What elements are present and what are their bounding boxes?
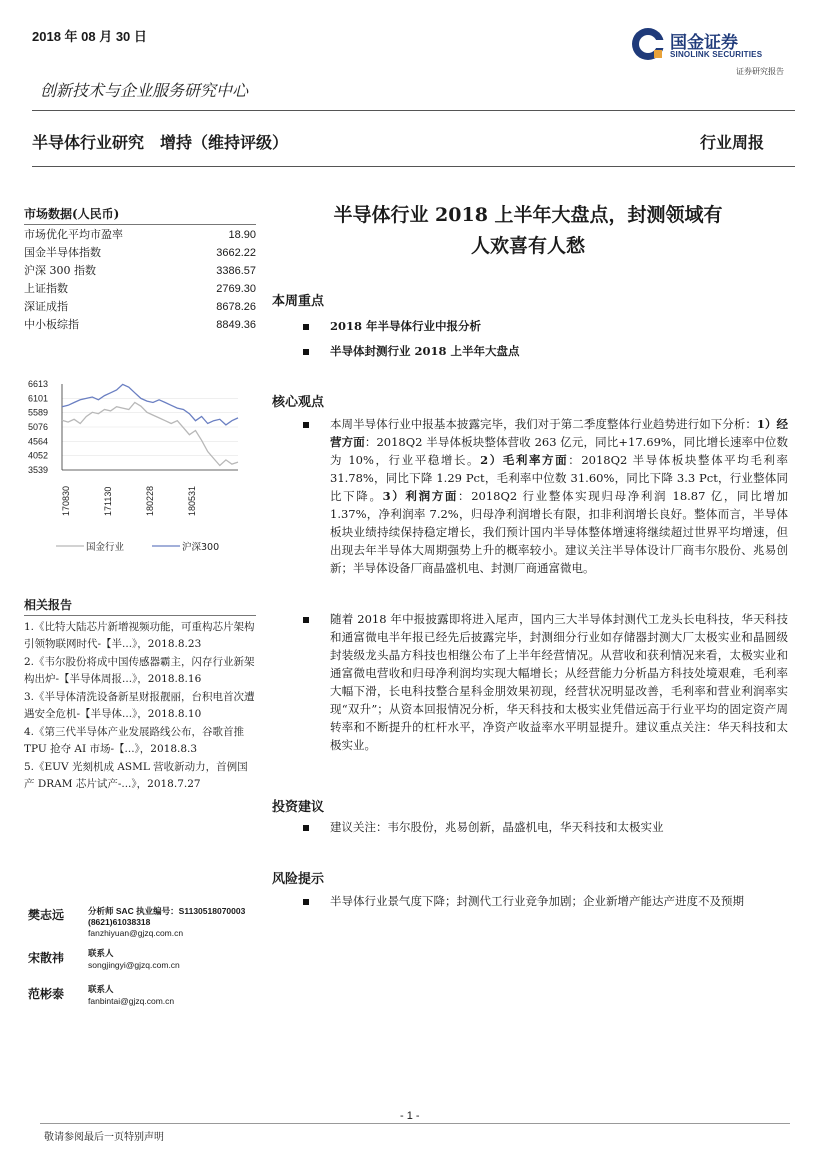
market-label: 深证成指 [24, 300, 68, 313]
chart-y-ticks [28, 379, 48, 475]
market-row [24, 226, 256, 244]
market-data-panel [24, 205, 256, 334]
analyst-entry [28, 949, 268, 971]
related-title: 相关报告 [24, 598, 73, 612]
footer-divider [40, 1123, 790, 1124]
x-tick-label: 171130 [103, 486, 113, 516]
market-row [24, 244, 256, 262]
y-tick-label: 4052 [27, 450, 48, 461]
core-paragraph-2: 随着 2018 年中报披露即将进入尾声，国内三大半导体封测代工龙头长电科技，华天科技和通富微电半年报已经先后披露完毕，封测细分行业如存储器封测大厂太极实业和晶圆级封装级龙头晶方科技也相继公布了上半年经营情况。从营收和获利情况来看，太极实业和通富微电营收和归母净利润均实现大幅增长；从经营能力分析晶方科技处境艰难，毛利率大幅下滑，长电科技整合星科金朋效果初现，经营状况明显改善，毛利率和营业利润率实现“双升”；从资本回报情况分析，华天科技和太极实业凭借远高于行业平均的固定资产周转率和不断提升的杠杆水平，净资产收益率水平明显提升。建议重点关注：华天科技和太极实业。 [330, 612, 788, 752]
market-value: 3662.22 [216, 247, 256, 259]
report-title [268, 200, 788, 262]
related-divider [24, 615, 256, 616]
market-value: 18.90 [228, 229, 256, 241]
brand-logo [630, 20, 790, 80]
y-tick-label: 5589 [27, 407, 48, 418]
market-value: 2769.30 [216, 283, 256, 295]
related-item[interactable]: 5.《EUV 光刻机成 ASML 营收新动力，首例国产 DRAM 芯片试产-...》，2018.7.27 [24, 761, 248, 790]
legend-label: 国金行业 [86, 542, 125, 553]
analyst-entry [28, 906, 268, 939]
page-number: - 1 - [400, 1110, 420, 1122]
core-highlight: 3）利润方面 [382, 489, 459, 503]
title-divider [32, 166, 795, 167]
core-highlight: 2）毛利率方面 [480, 453, 569, 467]
analyst-role: 联系人 [88, 949, 114, 959]
core-text: ：2018Q2 半导体板块整体营收 263 亿元，同比+17.69%，同比增长速率中位数为 10%，行业平稳增长。 [330, 435, 789, 467]
core-paragraph-1 [330, 415, 788, 577]
analyst-role: 联系人 [88, 985, 114, 995]
brand-name-en: SINOLINK SECURITIES [670, 50, 763, 59]
report-type: 行业周报 [700, 133, 765, 152]
sinolink-logo-icon [630, 26, 666, 62]
analyst-role: 分析师 SAC 执业编号：S1130518070003 [88, 906, 246, 916]
series-line-沪深300 [62, 384, 238, 425]
market-label: 国金半导体指数 [24, 246, 101, 259]
market-row [24, 262, 256, 280]
report-title-line: 半导体行业 2018 上半年大盘点，封测领域有 [333, 204, 723, 226]
chart-legend [56, 541, 219, 553]
market-label: 市场优化平均市盈率 [24, 228, 123, 241]
investment-title: 投资建议 [272, 800, 325, 815]
market-row [24, 316, 256, 334]
brand-subtitle: 证券研究报告 [736, 67, 784, 76]
bullet-icon [303, 349, 309, 355]
industry-rating: 半导体行业研究 增持（维持评级） [32, 133, 289, 152]
x-tick-label: 180228 [145, 485, 155, 516]
analyst-name: 樊志远 [28, 908, 65, 922]
analyst-entry [28, 985, 268, 1007]
chart-lines [62, 384, 238, 465]
analyst-email[interactable]: songjingyi@gjzq.com.cn [88, 960, 180, 970]
footer-note: 敬请参阅最后一页特别声明 [44, 1132, 164, 1143]
report-date: 2018 年 08 月 30 日 [32, 29, 147, 44]
market-data-title: 市场数据(人民币) [24, 207, 120, 221]
market-label: 上证指数 [24, 282, 68, 295]
y-tick-label: 5076 [27, 422, 48, 432]
related-item[interactable]: 1.《比特大陆芯片新增视频功能，可重构芯片架构引领物联网时代-【半...》，2018.8.23 [24, 621, 255, 650]
research-center-name: 创新技术与企业服务研究中心 [40, 81, 249, 100]
investment-text: 建议关注：韦尔股份，兆易创新，晶盛机电，华天科技和太极实业 [330, 820, 664, 834]
analyst-phone: (8621)61038318 [88, 917, 151, 927]
y-tick-label: 6101 [27, 393, 48, 404]
x-tick-label: 170830 [61, 485, 71, 516]
key-point-item: 半导体封测行业 2018 上半年大盘点 [330, 344, 520, 358]
related-item[interactable]: 4.《第三代半导体产业发展路线公布，谷歌首推 TPU 抢夺 AI 市场-【...》，2018.8.3 [24, 726, 245, 755]
analyst-name: 范彬泰 [28, 987, 65, 1001]
risk-title: 风险提示 [272, 872, 325, 887]
analyst-email[interactable]: fanbintai@gjzq.com.cn [88, 996, 175, 1006]
related-reports [24, 596, 256, 793]
market-label: 沪深 300 指数 [24, 264, 96, 277]
chart-x-ticks [61, 486, 197, 516]
core-views-title: 核心观点 [272, 395, 325, 410]
bullet-icon [303, 324, 309, 330]
analyst-name: 宋散祎 [28, 951, 65, 965]
analyst-block [28, 906, 268, 1007]
risk-text: 半导体行业景气度下降；封测代工行业竞争加剧；企业新增产能达产进度不及预期 [330, 894, 744, 908]
key-points-title: 本周重点 [272, 294, 325, 309]
market-value: 8849.36 [216, 319, 256, 331]
report-title-line: 人欢喜有人愁 [470, 235, 585, 257]
related-item[interactable]: 3.《半导体清洗设备新星财报靓丽，台积电首次遭遇安全危机-【半导体...》，2018.8.10 [24, 691, 255, 720]
bullet-icon [303, 825, 309, 831]
core-text: ：2018Q2 行业整体实现归母净利润 18.87 亿，同比增加 1.37%，净利润率 7.2%，归母净利润增长有限，扣非利润增长良好。整体而言，半导体板块业绩持续保持稳定增长，我们预计国内半导体整体增速将继续超过世界平均增速，但出现去年半导体大周期强势上升的概率较小。建议关注半导体设计厂商韦尔股份、兆易创新；半导体设备厂商晶盛机电、封测厂商通富微电。 [330, 489, 788, 575]
series-line-国金行业 [62, 403, 238, 466]
core-text: 本周半导体行业中报基本披露完毕，我们对于第二季度整体行业趋势进行如下分析： [330, 417, 757, 431]
x-tick-label: 180531 [187, 485, 197, 516]
bullet-icon [303, 617, 309, 623]
market-row [24, 298, 256, 316]
core-text: ：2018Q2 半导体板块整体平均毛利率 31.78%，同比下降 1.29 Pct，毛利率中位数 31.60%，同比下降 3.3 Pct，行业整体同比下降。 [330, 453, 788, 503]
market-row [24, 280, 256, 298]
y-tick-label: 4564 [27, 436, 48, 447]
bullet-icon [303, 899, 309, 905]
market-divider [24, 224, 256, 225]
market-value: 3386.57 [216, 265, 256, 277]
core-highlight: 1）经营方面 [330, 417, 788, 449]
chart-grid [62, 384, 238, 470]
key-point-item: 2018 年半导体行业中报分析 [330, 319, 482, 333]
y-tick-label: 6613 [27, 379, 48, 389]
analyst-email[interactable]: fanzhiyuan@gjzq.com.cn [88, 928, 184, 938]
header-divider [32, 110, 795, 111]
y-tick-label: 3539 [27, 465, 48, 475]
market-value: 8678.26 [216, 301, 256, 313]
related-item[interactable]: 2.《韦尔股份将成中国传感器霸主，闪存行业新架构出炉-【半导体周报...》，2018.8.16 [24, 656, 255, 685]
legend-label: 沪深300 [182, 542, 220, 553]
brand-name-cn: 国金证券 [670, 33, 738, 53]
bullet-icon [303, 422, 309, 428]
market-label: 中小板综指 [24, 318, 79, 331]
index-chart [20, 372, 250, 572]
